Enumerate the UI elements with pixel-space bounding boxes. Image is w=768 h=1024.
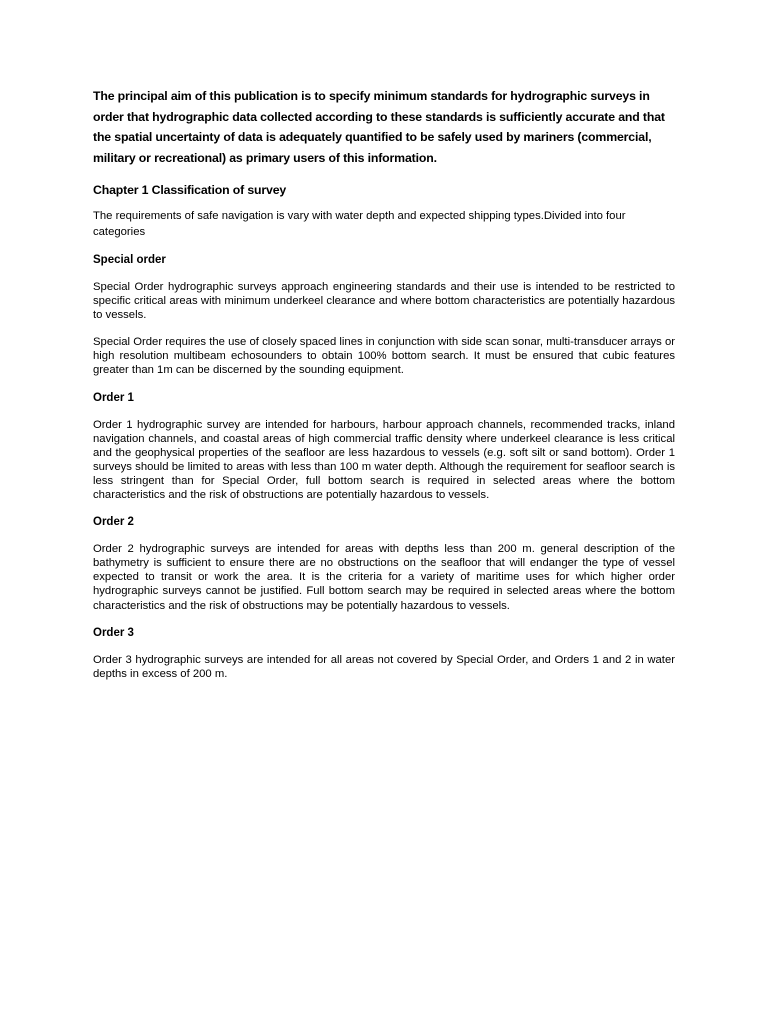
document-body bbox=[93, 86, 675, 681]
section-special-order bbox=[93, 253, 675, 378]
lead-paragraph: The principal aim of this publication is to specify minimum standards for hydrographic surveys in order that hydrographic data collected according to these standards is sufficiently accurate and that the spatial uncertainty of data is adequately quantified to be safely used by mariners (commercial, military or recreational) as primary users of this information. bbox=[93, 89, 665, 165]
intro-paragraph: The requirements of safe navigation is vary with water depth and expected shipping types.Divided into four categories bbox=[93, 210, 626, 238]
section-paragraph: Order 2 hydrographic surveys are intended for areas with depths less than 200 m. general description of the bathymetry is sufficient to ensure there are no obstructions on the seafloor that will endanger the type of vessel expected to transit or work the area. It is the criteria for a variety of maritime uses for which higher order hydrographic surveys cannot be justified. Full bottom search may be required in selected areas where the bottom characteristics and the risk of obstructions may be potentially hazardous to vessels. bbox=[93, 543, 675, 612]
section-heading: Order 2 bbox=[93, 516, 134, 529]
section-paragraph: Order 3 hydrographic surveys are intended for all areas not covered by Special Order, and Orders 1 and 2 in water depths in excess of 200 m. bbox=[93, 653, 675, 680]
section-order-2 bbox=[93, 515, 675, 612]
chapter-title: Chapter 1 Classification of survey bbox=[93, 183, 287, 197]
section-paragraph: Special Order requires the use of closely spaced lines in conjunction with side scan sonar, multi-transducer arrays or high resolution multibeam echosounders to obtain 100% bottom search. It must be ensured that cubic features greater than 1m can be discerned by the sounding equipment. bbox=[93, 336, 675, 377]
section-heading: Order 3 bbox=[93, 626, 134, 639]
section-paragraph: Special Order hydrographic surveys approach engineering standards and their use is intended to be restricted to specific critical areas with minimum underkeel clearance and where bottom characteristics are potentially hazardous to vessels. bbox=[93, 281, 675, 322]
section-order-1 bbox=[93, 391, 675, 503]
section-order-3 bbox=[93, 626, 675, 681]
section-heading: Special order bbox=[93, 254, 166, 266]
section-heading: Order 1 bbox=[93, 391, 134, 404]
section-paragraph: Order 1 hydrographic survey are intended for harbours, harbour approach channels, recommended tracks, inland navigation channels, and coastal areas of high commercial traffic density where underkeel clearance is less critical and the geophysical properties of the seafloor are less hazardous to vessels (e.g. soft silt or sand bottom). Order 1 surveys should be limited to areas with less than 100 m water depth. Although the requirement for seafloor search is less stringent than for Special Order, full bottom search is required in selected areas where the bottom characteristics and the risk of obstructions are potentially hazardous to vessels. bbox=[93, 418, 675, 502]
